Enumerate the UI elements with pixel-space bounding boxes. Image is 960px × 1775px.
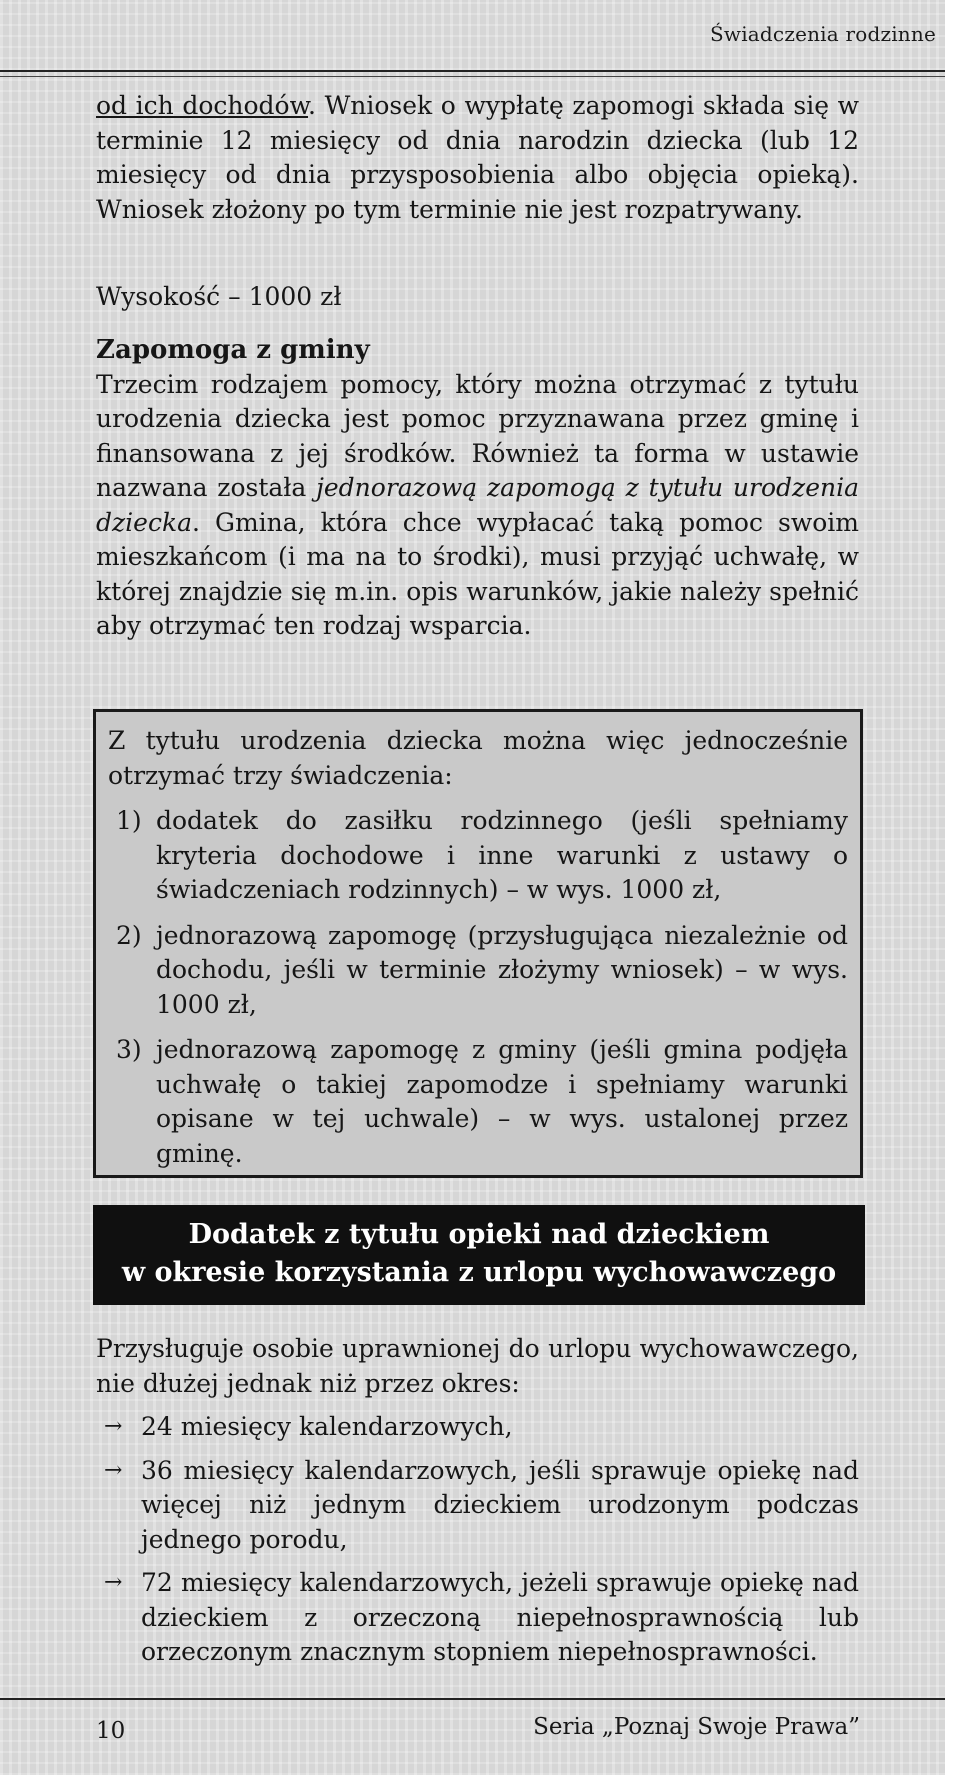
intro-text: . Wniosek o wypłatę zapomogi składa się w terminie 12 miesięcy od dnia narodzin dziecka (lub 12 miesięcy od dnia przysposobienia albo objęcia opieką). Wniosek złożony po tym terminie nie jest rozpatrywany. — [96, 91, 859, 224]
leave-item-text: 72 miesięcy kalendarzowych, jeżeli sprawuje opiekę nad dzieckiem z orzeczoną niepełnosprawnością lub orzeczonym znacznym stopniem niepełnosprawności. — [141, 1568, 859, 1666]
leave-list-item — [96, 1410, 859, 1445]
series-name: Seria „Poznaj Swoje Prawa” — [533, 1714, 860, 1740]
gmina-text-after: . Gmina, która chce wypłacać taką pomoc swoim mieszkańcom (i ma na to środki), musi przyjąć uchwałę, w której znajdzie się m.in. opis warunków, jakie należy spełnić aby otrzymać ten rodzaj wsparcia. — [96, 507, 859, 640]
list-text: jednorazową zapomogę z gminy (jeśli gmina podjęła uchwałę o takiej zapomodze i spełniamy warunki opisane w tej uchwale) – w wys. ustalonej przez gminę. — [156, 1035, 848, 1168]
summary-list-item — [108, 804, 848, 908]
summary-list-item — [108, 919, 848, 1023]
arrow-right-icon: → — [104, 1570, 123, 1595]
intro-paragraph — [96, 89, 859, 227]
leave-list-item — [96, 1566, 859, 1670]
gmina-paragraph — [96, 368, 859, 644]
intro-underlined: od ich dochodów — [96, 91, 309, 120]
summary-list-item — [108, 1033, 848, 1171]
leave-section — [96, 1332, 859, 1670]
header-rule — [0, 70, 945, 72]
list-number: 1) — [116, 806, 142, 835]
gmina-section — [96, 333, 859, 644]
leave-list-item — [96, 1454, 859, 1558]
page-number: 10 — [96, 1718, 126, 1744]
running-header: Świadczenia rodzinne — [709, 22, 936, 46]
list-number: 3) — [116, 1035, 142, 1064]
list-text: dodatek do zasiłku rodzinnego (jeśli spełniamy kryteria dochodowe i inne warunki z ustawy o świadczeniach rodzinnych) – w wys. 1000 zł, — [156, 806, 848, 904]
arrow-right-icon: → — [104, 1414, 123, 1439]
gmina-text-before: Trzecim rodzajem pomocy, który można otrzymać z tytułu urodzenia dziecka jest pomoc przyznawana przez gminę i finansowana z jej środków. Również ta forma w ustawie nazwana została — [96, 369, 859, 502]
amount-block — [96, 280, 859, 315]
arrow-right-icon: → — [104, 1457, 123, 1483]
banner-line-2: w okresie korzystania z urlopu wychowawczego — [121, 1257, 837, 1288]
gmina-italic-term: jednorazową zapomogą z tytułu urodzenia dziecka — [96, 473, 859, 537]
list-text: jednorazową zapomogę (przysługująca niezależnie od dochodu, jeśli w terminie złożymy wniosek) – w wys. 1000 zł, — [156, 920, 848, 1019]
header-rule-thin — [0, 76, 945, 77]
banner-line-1: Dodatek z tytułu opieki nad dzieckiem — [188, 1219, 770, 1250]
section-banner — [93, 1205, 865, 1305]
leave-intro: Przysługuje osobie uprawnionej do urlopu wychowawczego, nie dłużej jednak niż przez okres: — [96, 1334, 859, 1398]
footer-rule — [0, 1698, 945, 1700]
summary-box — [93, 709, 863, 1178]
leave-item-text: 24 miesięcy kalendarzowych, — [141, 1412, 513, 1441]
gmina-heading: Zapomoga z gminy — [96, 335, 370, 365]
summary-intro: Z tytułu urodzenia dziecka można więc jednocześnie otrzymać trzy świadczenia: — [108, 726, 848, 790]
page-edge — [945, 0, 960, 1775]
amount-line: Wysokość – 1000 zł — [96, 282, 342, 311]
intro-block — [96, 89, 859, 227]
leave-item-text: 36 miesięcy kalendarzowych, jeśli sprawuje opiekę nad więcej niż jednym dzieckiem urodzonym podczas jednego porodu, — [141, 1455, 859, 1554]
list-number: 2) — [116, 920, 142, 950]
